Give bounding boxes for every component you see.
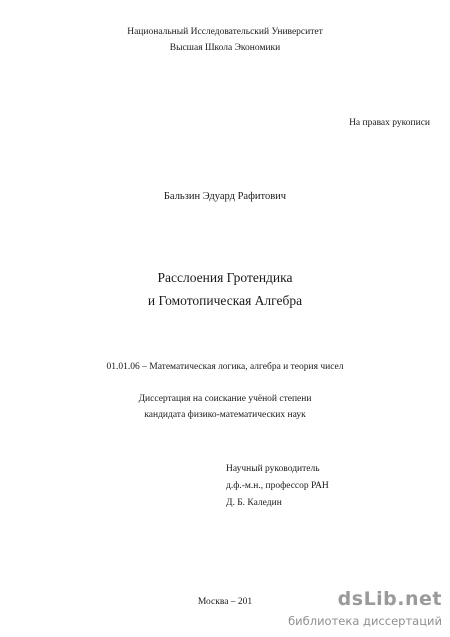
city-year: Москва – 201	[197, 597, 253, 607]
watermark-subtitle: библиотека диссертаций	[288, 614, 442, 628]
dissertation-title-line-2: и Гомотопическая Алгебра	[147, 293, 303, 308]
manuscript-note: На правах рукописи	[349, 118, 430, 128]
author-name: Бальзин Эдуард Рафитович	[163, 191, 287, 202]
degree-line-2: кандидата физико-математических наук	[144, 410, 306, 420]
supervisor-name: Д. Б. Каледин	[226, 498, 282, 508]
university-name: Национальный Исследовательский Университет	[127, 27, 323, 37]
degree-line-1: Диссертация на соискание учёной степени	[138, 394, 312, 404]
watermark-logo: dsLib.net	[337, 588, 442, 610]
school-name: Высшая Школа Экономики	[169, 43, 281, 53]
specialty-code: 01.01.06 – Математическая логика, алгебра и теория чисел	[106, 362, 344, 372]
dissertation-title-line-1: Расслоения Гротендика	[157, 270, 293, 285]
watermark	[290, 588, 442, 632]
supervisor-rank: д.ф.-м.н., профессор РАН	[226, 481, 329, 491]
supervisor-role: Научный руководитель	[226, 464, 320, 474]
